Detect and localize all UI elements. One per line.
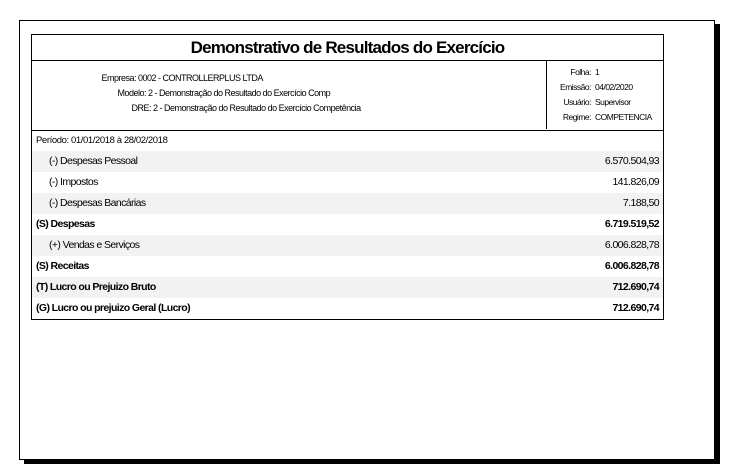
modelo-label: Modelo: <box>117 88 146 98</box>
period-row <box>32 131 663 151</box>
row-label: (S) Despesas <box>36 218 95 230</box>
row-label: (-) Despesas Pessoal <box>49 155 138 167</box>
meta-box <box>546 61 663 129</box>
period-label: Período: <box>36 135 69 146</box>
row-label: (G) Lucro ou prejuizo Geral (Lucro) <box>36 302 191 314</box>
company-info <box>32 71 502 116</box>
folha-value: 1 <box>595 67 600 77</box>
empresa-row <box>32 71 502 86</box>
row-label: (T) Lucro ou Prejuizo Bruto <box>36 281 156 293</box>
row-vendas-servicos <box>32 235 663 256</box>
usuario-label: Usuário: <box>563 97 591 107</box>
folha-label: Folha: <box>570 67 591 77</box>
report-table <box>31 34 664 320</box>
dre-row <box>32 101 502 116</box>
modelo-row <box>32 86 502 101</box>
period-start: 01/01/2018 <box>70 135 115 146</box>
emissao-value: 04/02/2020 <box>595 82 633 92</box>
row-impostos <box>32 172 663 193</box>
modelo-value: 2 - Demonstração do Resultado do Exercício Comp <box>148 88 331 98</box>
report-header <box>32 61 663 131</box>
regime-value: COMPETENCIA <box>595 112 652 122</box>
dre-label: DRE: <box>131 103 151 113</box>
row-value: 6.719.519,52 <box>604 218 659 230</box>
row-value: 712.690,74 <box>612 281 659 293</box>
row-value: 7.188,50 <box>622 197 659 209</box>
row-label: (-) Impostos <box>49 176 98 188</box>
row-value: 6.006.828,78 <box>604 260 659 272</box>
row-label: (S) Receitas <box>36 260 89 272</box>
regime-label: Regime: <box>562 112 591 122</box>
empresa-label: Empresa: <box>101 73 136 83</box>
row-despesas-pessoal <box>32 151 663 172</box>
row-total-receitas <box>32 256 663 277</box>
row-label: (-) Despesas Bancárias <box>49 197 146 209</box>
emissao-row <box>547 80 663 95</box>
folha-row <box>547 65 663 80</box>
usuario-row <box>547 95 663 110</box>
period-separator: à <box>116 135 122 146</box>
usuario-value: Supervisor <box>595 97 631 107</box>
row-value: 712.690,74 <box>612 302 659 314</box>
row-total-despesas <box>32 214 663 235</box>
period-end: 28/02/2018 <box>123 135 168 146</box>
row-label: (+) Vendas e Serviços <box>49 239 140 251</box>
row-lucro-geral <box>32 298 663 319</box>
row-value: 6.570.504,93 <box>604 155 659 167</box>
regime-row <box>547 110 663 125</box>
empresa-value: 0002 - CONTROLLERPLUS LTDA <box>138 73 263 83</box>
row-value: 141.826,09 <box>612 176 659 188</box>
emissao-label: Emissão: <box>560 82 591 92</box>
row-despesas-bancarias <box>32 193 663 214</box>
dre-value: 2 - Demonstração do Resultado do Exercício Competência <box>153 103 361 113</box>
row-lucro-bruto <box>32 277 663 298</box>
report-title: Demonstrativo de Resultados do Exercício <box>32 35 663 61</box>
row-value: 6.006.828,78 <box>604 239 659 251</box>
